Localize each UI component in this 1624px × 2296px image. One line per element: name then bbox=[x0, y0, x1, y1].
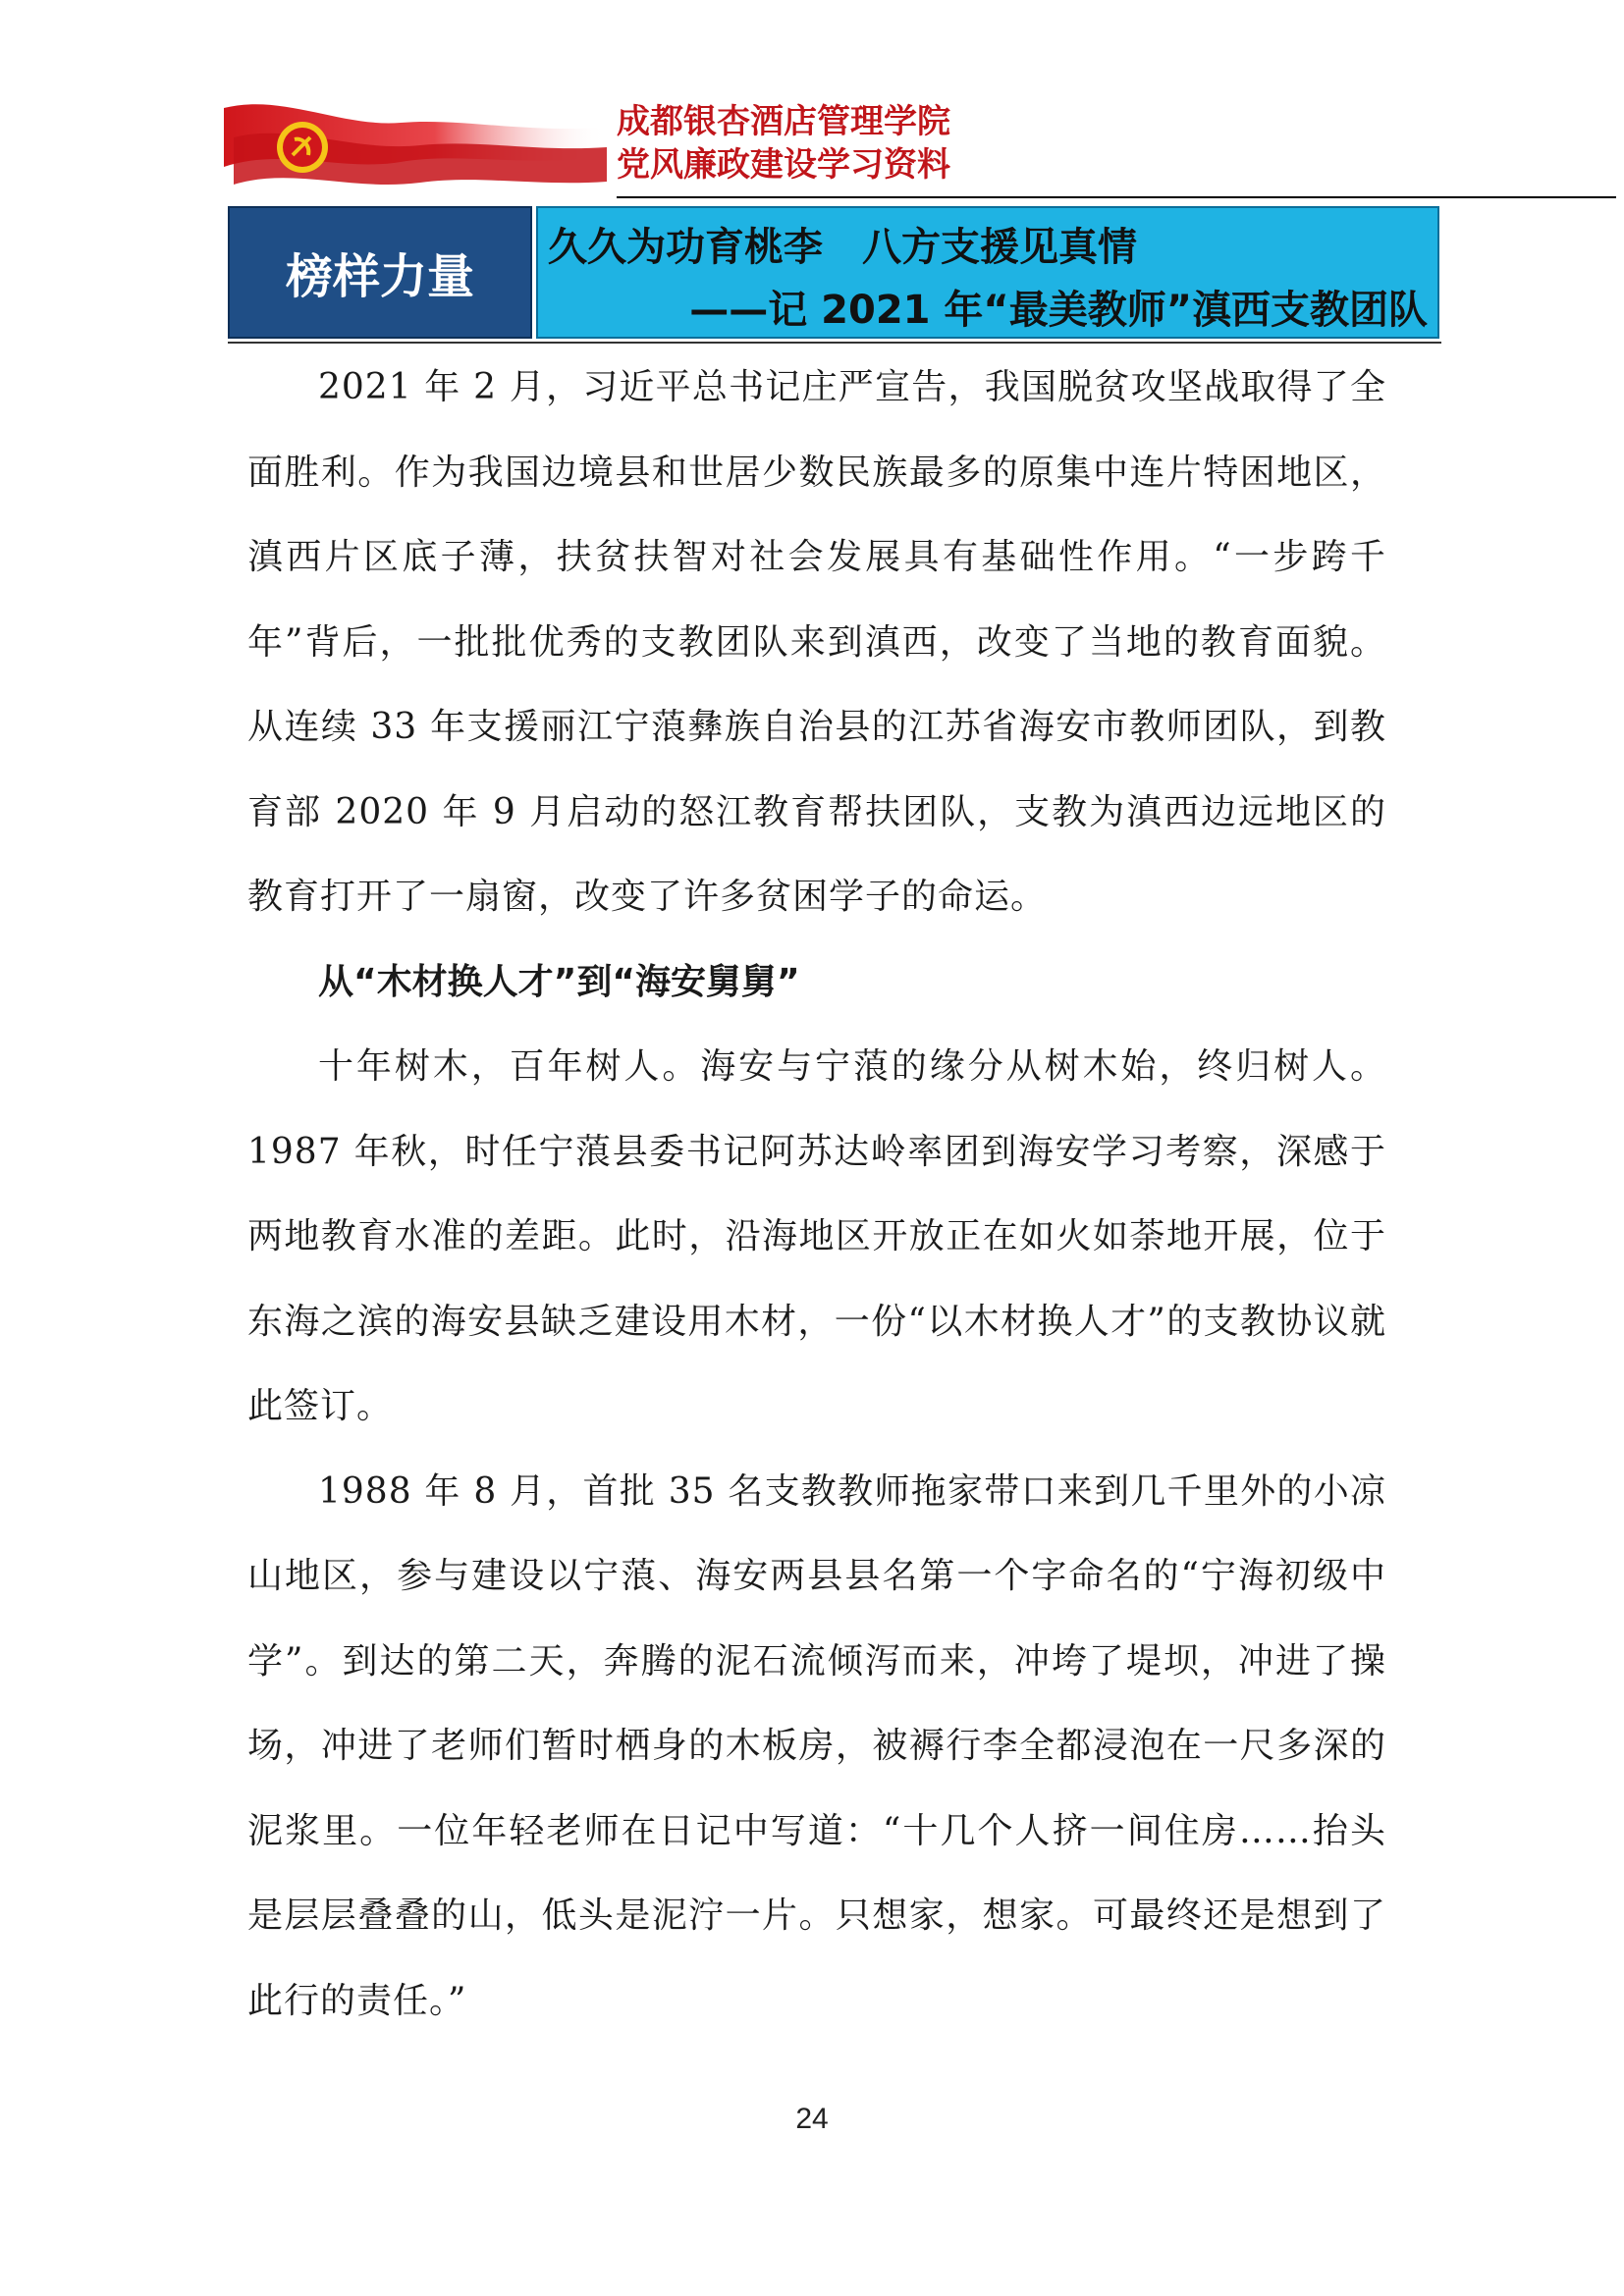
section-subheading: 从“木材换人才”到“海安舅舅” bbox=[318, 961, 800, 1002]
organization-title bbox=[617, 100, 1363, 187]
document-series-name: 党风廉政建设学习资料 bbox=[617, 145, 950, 185]
title-divider bbox=[228, 342, 1441, 344]
party-emblem-banner-icon bbox=[224, 98, 607, 191]
article-subtitle: ——记 2021 年“最美教师”滇西支教团队 bbox=[689, 288, 1428, 333]
paragraph: 十年树木，百年树人。海安与宁蒗的缘分从树木始，终归树人。1987 年秋，时任宁蒗县委书记阿苏达岭率团到海安学习考察，深感于两地教育水准的差距。此时，沿海地区开放正在如火如荼地开展，位于东海之滨的海安县缺乏建设用木材，一份“以木材换人才”的支教协议就此签订。 bbox=[247, 1046, 1386, 1426]
page-number: 24 bbox=[795, 2103, 829, 2135]
paragraph: 1988 年 8 月，首批 35 名支教教师拖家带口来到几千里外的小凉山地区，参与建设以宁蒗、海安两县县名第一个字命名的“宁海初级中学”。到达的第二天，奔腾的泥石流倾泻而来，冲垮了堤坝，冲进了操场，冲进了老师们暂时栖身的木板房，被褥行李全都浸泡在一尺多深的泥浆里。一位年轻老师在日记中写道：“十几个人挤一间住房……抬头是层层叠叠的山，低头是泥泞一片。只想家，想家。可最终还是想到了此行的责任。” bbox=[247, 1470, 1386, 2021]
article-title: 久久为功育桃李 八方支援见真情 bbox=[548, 225, 1137, 270]
article-title-band bbox=[228, 206, 1441, 339]
section-tag: 榜样力量 bbox=[228, 206, 532, 339]
article-body bbox=[247, 346, 1386, 2044]
organization-name: 成都银杏酒店管理学院 bbox=[617, 102, 950, 141]
header-divider bbox=[617, 196, 1616, 198]
paragraph: 2021 年 2 月，习近平总书记庄严宣告，我国脱贫攻坚战取得了全面胜利。作为我国边境县和世居少数民族最多的原集中连片特困地区，滇西片区底子薄，扶贫扶智对社会发展具有基础性作用。“一步跨千年”背后，一批批优秀的支教团队来到滇西，改变了当地的教育面貌。从连续 33 年支援丽江宁蒗彝族自治县的江苏省海安市教师团队，到教育部 2020 年 9 月启动的怒江教育帮扶团队，支教为滇西边远地区的教育打开了一扇窗，改变了许多贫困学子的命运。 bbox=[247, 367, 1386, 917]
article-title-box bbox=[536, 206, 1439, 339]
document-header bbox=[224, 98, 1402, 201]
